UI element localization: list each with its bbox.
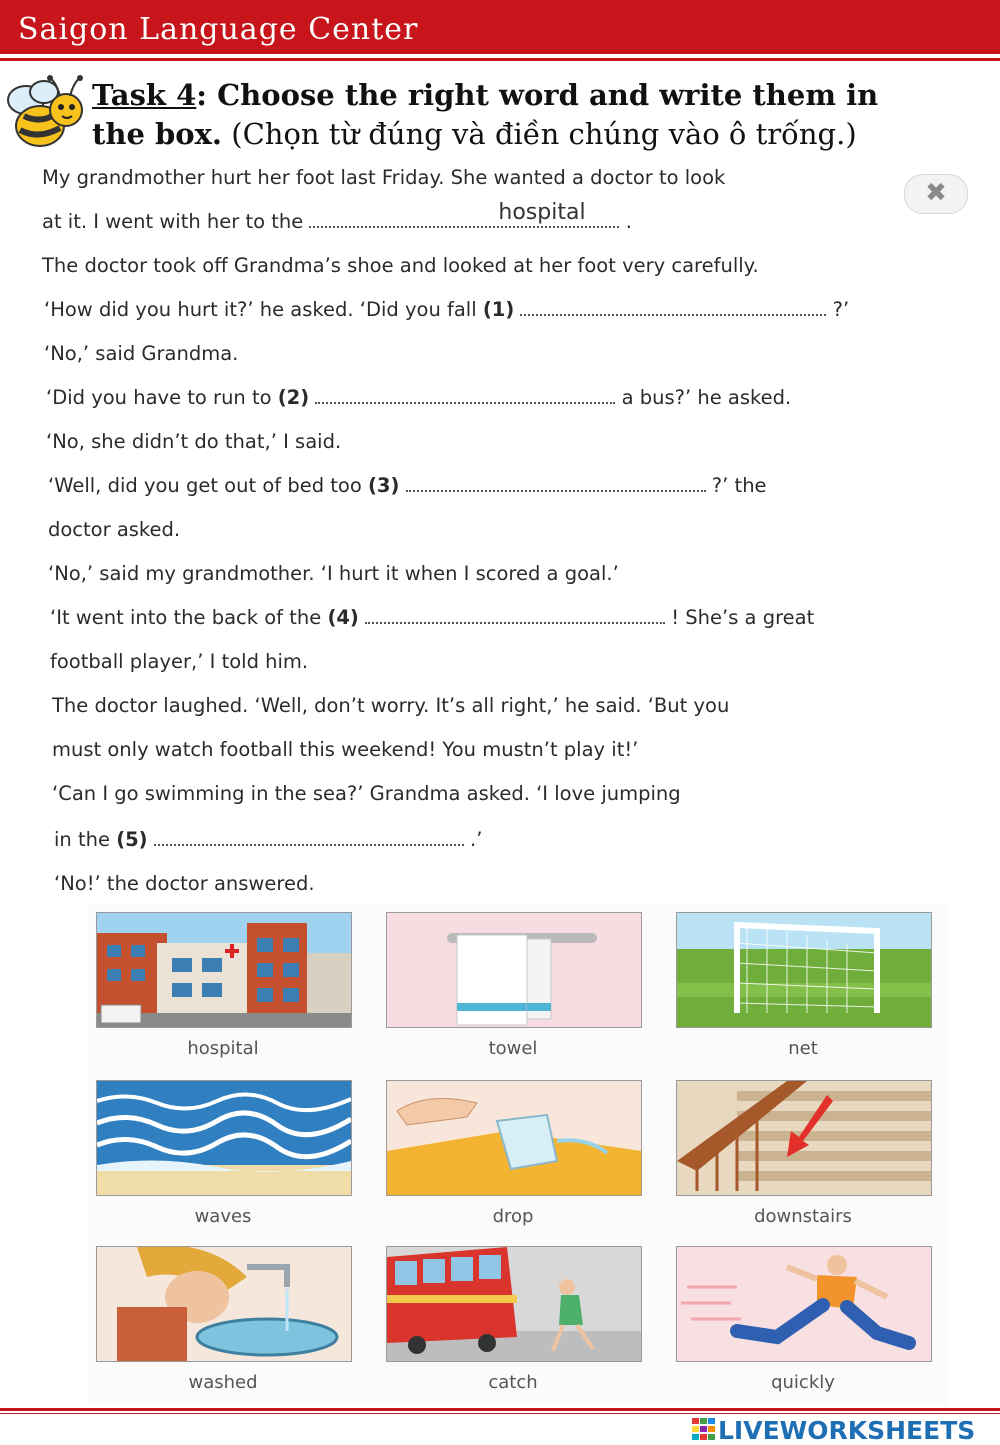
story-line: doctor asked. bbox=[48, 518, 181, 541]
story-text: ?’ bbox=[832, 298, 850, 321]
towel-picture bbox=[386, 912, 642, 1028]
story-line bbox=[44, 298, 849, 321]
header-bar bbox=[0, 0, 1000, 54]
story-line: ‘No,’ said my grandmother. ‘I hurt it when I scored a goal.’ bbox=[48, 562, 619, 585]
story-line: ‘No, she didn’t do that,’ I said. bbox=[46, 430, 342, 453]
task-heading bbox=[92, 76, 972, 154]
story-line bbox=[50, 606, 814, 629]
story-text: at it. I went with her to the bbox=[42, 210, 304, 233]
header-title: Saigon Language Center bbox=[18, 12, 419, 47]
story-text: ‘Did you have to run to bbox=[46, 386, 278, 409]
story-text: ‘It went into the back of the bbox=[50, 606, 328, 629]
story-text: ?’ the bbox=[711, 474, 767, 497]
story-line bbox=[54, 828, 482, 851]
word-catch: catch bbox=[488, 1372, 538, 1393]
story-line: My grandmother hurt her foot last Friday. She wanted a doctor to look bbox=[42, 166, 726, 189]
word-towel: towel bbox=[488, 1038, 538, 1059]
word-net: net bbox=[788, 1038, 818, 1059]
answer-blank-3[interactable] bbox=[406, 474, 706, 492]
story-text: ! She’s a great bbox=[671, 606, 815, 629]
blank-number-1: (1) bbox=[482, 298, 515, 321]
waves-picture bbox=[96, 1080, 352, 1196]
blank-number-4: (4) bbox=[327, 606, 359, 629]
story-line: football player,’ I told him. bbox=[50, 650, 309, 673]
word-washed: washed bbox=[188, 1372, 258, 1393]
word-bank-grid bbox=[88, 904, 948, 1404]
story-line: The doctor laughed. ‘Well, don’t worry. It’s all right,’ he said. ‘But you bbox=[52, 694, 730, 717]
word-hospital: hospital bbox=[187, 1038, 259, 1059]
answer-blank-1[interactable] bbox=[520, 298, 826, 316]
washed-picture bbox=[96, 1246, 352, 1362]
story-text: . bbox=[625, 210, 632, 233]
quickly-picture bbox=[676, 1246, 932, 1362]
story-line bbox=[46, 386, 791, 409]
word-quickly: quickly bbox=[771, 1372, 835, 1393]
answer-blank-2[interactable] bbox=[315, 386, 615, 404]
story-text: in the bbox=[54, 828, 117, 851]
blank-number-5: (5) bbox=[116, 828, 148, 851]
drop-picture bbox=[386, 1080, 642, 1196]
story-text: .’ bbox=[470, 828, 483, 851]
downstairs-picture bbox=[676, 1080, 932, 1196]
word-downstairs: downstairs bbox=[754, 1206, 852, 1227]
answer-blank-5[interactable] bbox=[154, 828, 464, 846]
story-line: The doctor took off Grandma’s shoe and looked at her foot very carefully. bbox=[42, 254, 759, 277]
task-translation: (Chọn từ đúng và điền chúng vào ô trống.) bbox=[231, 117, 857, 151]
liveworksheets-logo-icon bbox=[692, 1418, 716, 1440]
story-text: ‘Well, did you get out of bed too bbox=[48, 474, 368, 497]
blank-number-3: (3) bbox=[367, 474, 400, 497]
word-waves: waves bbox=[194, 1206, 252, 1227]
close-button[interactable]: ✖ bbox=[904, 174, 968, 214]
story-line: ‘Can I go swimming in the sea?’ Grandma asked. ‘I love jumping bbox=[52, 782, 681, 805]
story-line bbox=[48, 474, 767, 497]
blank-number-2: (2) bbox=[277, 386, 310, 409]
task-title-line2: the box. bbox=[92, 117, 223, 151]
catch-picture bbox=[386, 1246, 642, 1362]
task-title: : Choose the right word and write them in bbox=[196, 78, 879, 112]
story-line: must only watch football this weekend! You mustn’t play it!’ bbox=[52, 738, 639, 761]
footer-divider-thin bbox=[0, 1413, 1000, 1414]
example-answer: hospital bbox=[498, 200, 586, 225]
story-text: a bus?’ he asked. bbox=[621, 386, 792, 409]
net-picture bbox=[676, 912, 932, 1028]
story-text: ‘How did you hurt it?’ he asked. ‘Did you fall bbox=[44, 298, 483, 321]
answer-blank-4[interactable] bbox=[365, 606, 665, 624]
story-line: ‘No!’ the doctor answered. bbox=[54, 872, 315, 895]
header-divider bbox=[0, 58, 1000, 61]
bee-mascot-icon bbox=[4, 70, 86, 156]
story-line: ‘No,’ said Grandma. bbox=[44, 342, 239, 365]
hospital-picture bbox=[96, 912, 352, 1028]
word-drop: drop bbox=[492, 1206, 534, 1227]
footer-divider bbox=[0, 1408, 1000, 1411]
task-label: Task 4 bbox=[92, 78, 197, 112]
liveworksheets-brand[interactable]: LIVEWORKSHEETS bbox=[718, 1416, 976, 1445]
